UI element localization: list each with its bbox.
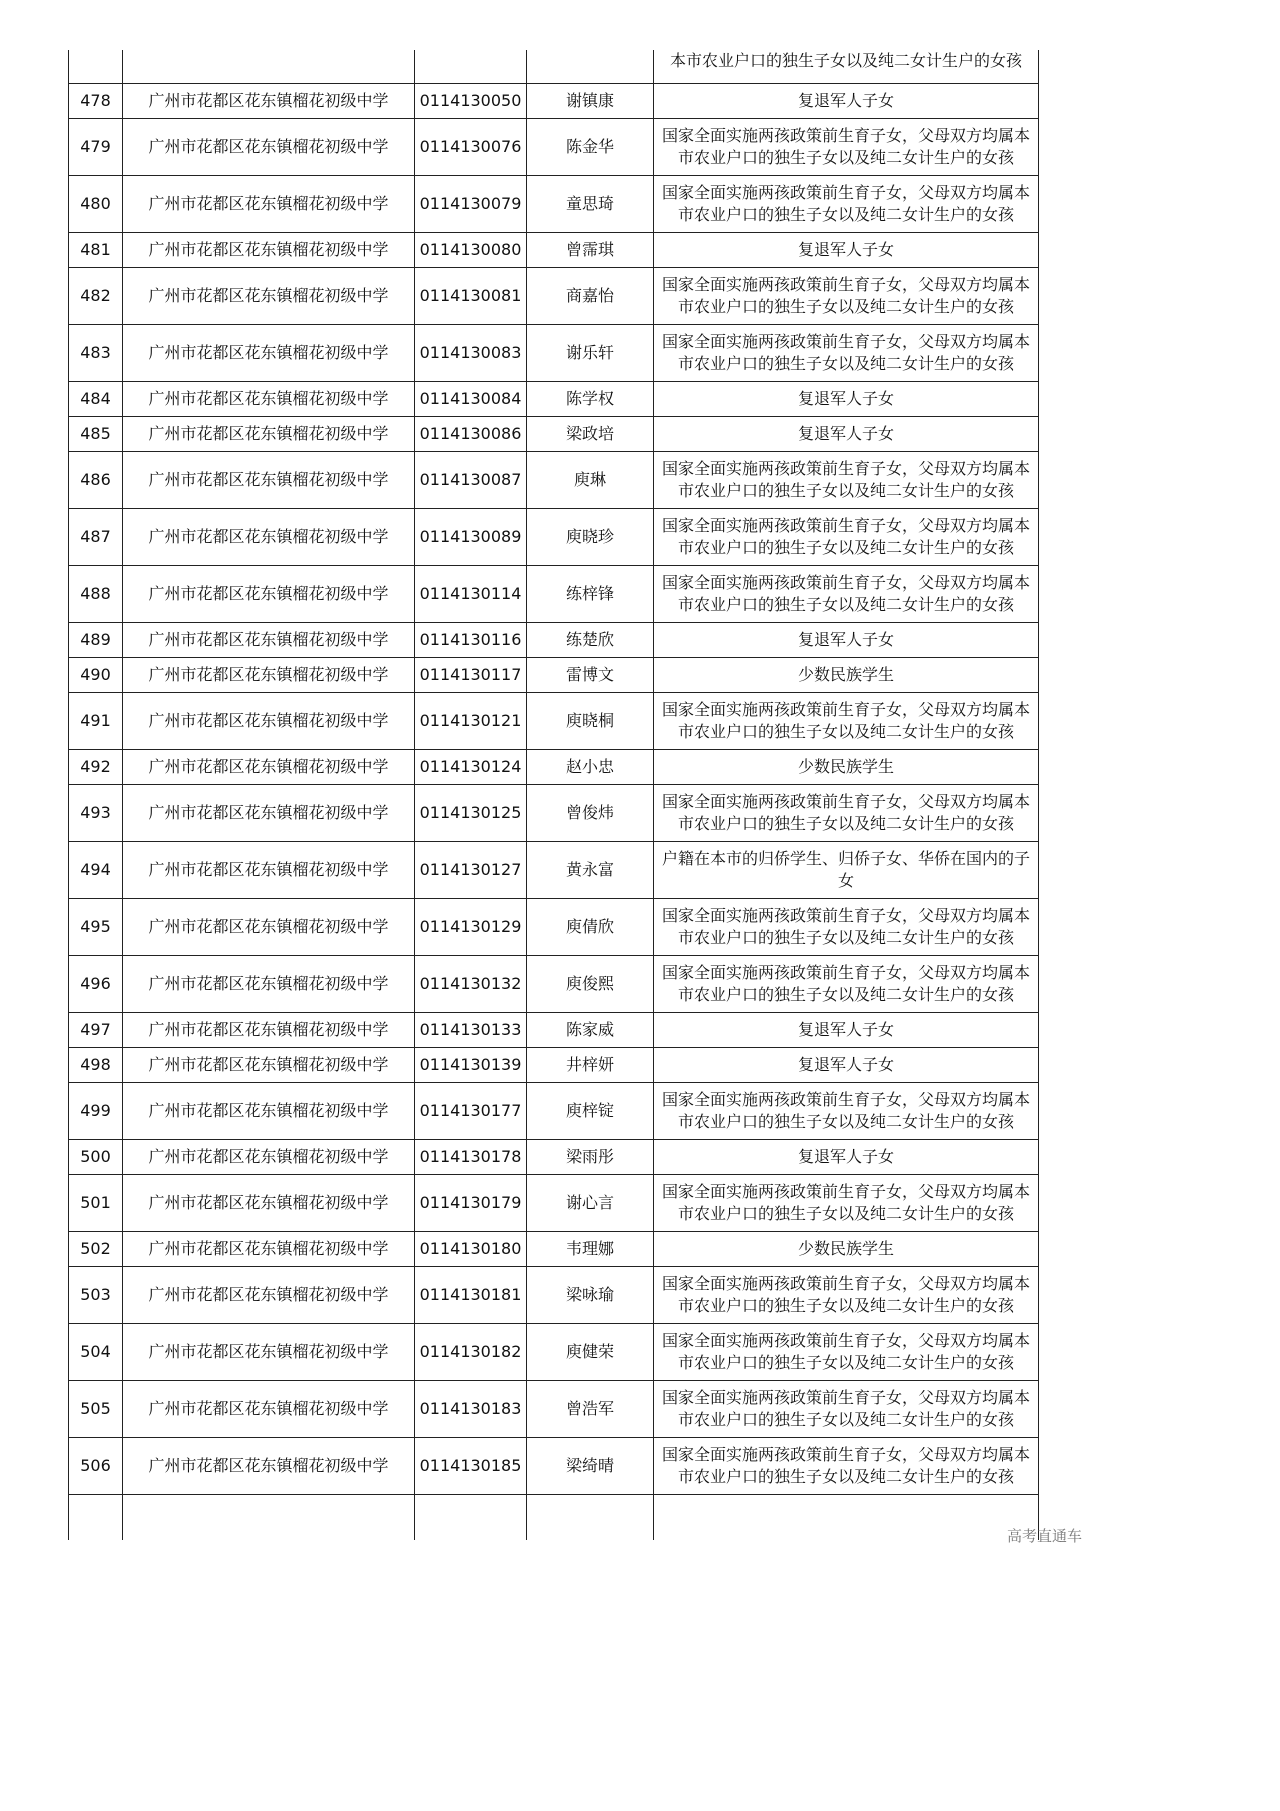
cell-name: 练楚欣: [527, 622, 654, 657]
cell-id: 0114130179: [415, 1174, 527, 1231]
cell-school: 广州市花都区花东镇榴花初级中学: [123, 841, 415, 898]
cell-name: 庾倩欣: [527, 898, 654, 955]
cell-no: [69, 50, 123, 83]
cell-no: 491: [69, 692, 123, 749]
cell-school: 广州市花都区花东镇榴花初级中学: [123, 1082, 415, 1139]
cell-name: 雷博文: [527, 657, 654, 692]
cell-reason: 复退军人子女: [654, 416, 1039, 451]
cell-no: 478: [69, 83, 123, 118]
cell-reason: 复退军人子女: [654, 381, 1039, 416]
empty-cell: [69, 1494, 123, 1540]
cell-no: 490: [69, 657, 123, 692]
cell-school: 广州市花都区花东镇榴花初级中学: [123, 1266, 415, 1323]
table-row: [69, 749, 1039, 784]
cell-reason: 国家全面实施两孩政策前生育子女，父母双方均属本市农业户口的独生子女以及纯二女计生户的女孩: [654, 898, 1039, 955]
cell-school: 广州市花都区花东镇榴花初级中学: [123, 83, 415, 118]
cell-school: 广州市花都区花东镇榴花初级中学: [123, 692, 415, 749]
cell-school: 广州市花都区花东镇榴花初级中学: [123, 784, 415, 841]
cell-name: 练梓锋: [527, 565, 654, 622]
cell-id: 0114130178: [415, 1139, 527, 1174]
cell-school: 广州市花都区花东镇榴花初级中学: [123, 416, 415, 451]
watermark: 高考直通车: [1006, 1527, 1082, 1545]
table-row: [69, 1174, 1039, 1231]
cell-name: 韦理娜: [527, 1231, 654, 1266]
cell-no: 505: [69, 1380, 123, 1437]
cell-no: 488: [69, 565, 123, 622]
cell-no: 502: [69, 1231, 123, 1266]
table-row: [69, 1380, 1039, 1437]
cell-name: 曾浩军: [527, 1380, 654, 1437]
cell-id: [415, 50, 527, 83]
cell-no: 496: [69, 955, 123, 1012]
cell-name: 曾霈琪: [527, 232, 654, 267]
cell-id: 0114130177: [415, 1082, 527, 1139]
cell-reason: 国家全面实施两孩政策前生育子女，父母双方均属本市农业户口的独生子女以及纯二女计生户的女孩: [654, 784, 1039, 841]
cell-school: 广州市花都区花东镇榴花初级中学: [123, 175, 415, 232]
cell-name: 庾健荣: [527, 1323, 654, 1380]
cell-reason: 复退军人子女: [654, 622, 1039, 657]
cell-id: 0114130132: [415, 955, 527, 1012]
cell-no: 492: [69, 749, 123, 784]
cell-no: 495: [69, 898, 123, 955]
cell-school: 广州市花都区花东镇榴花初级中学: [123, 1012, 415, 1047]
table-row: [69, 381, 1039, 416]
cell-name: 梁雨彤: [527, 1139, 654, 1174]
cell-id: 0114130117: [415, 657, 527, 692]
cell-name: 商嘉怡: [527, 267, 654, 324]
cell-school: 广州市花都区花东镇榴花初级中学: [123, 1437, 415, 1494]
cell-id: 0114130139: [415, 1047, 527, 1082]
cell-no: 486: [69, 451, 123, 508]
cell-no: 494: [69, 841, 123, 898]
cell-reason: 国家全面实施两孩政策前生育子女，父母双方均属本市农业户口的独生子女以及纯二女计生户的女孩: [654, 451, 1039, 508]
cell-name: 梁绮晴: [527, 1437, 654, 1494]
cell-no: 487: [69, 508, 123, 565]
cell-no: 483: [69, 324, 123, 381]
cell-reason: 国家全面实施两孩政策前生育子女，父母双方均属本市农业户口的独生子女以及纯二女计生户的女孩: [654, 1380, 1039, 1437]
cell-reason: 国家全面实施两孩政策前生育子女，父母双方均属本市农业户口的独生子女以及纯二女计生户的女孩: [654, 1082, 1039, 1139]
table-row: [69, 692, 1039, 749]
cell-school: 广州市花都区花东镇榴花初级中学: [123, 1047, 415, 1082]
cell-id: 0114130182: [415, 1323, 527, 1380]
cell-no: 506: [69, 1437, 123, 1494]
cell-no: 479: [69, 118, 123, 175]
cell-id: 0114130076: [415, 118, 527, 175]
empty-cell: [123, 1494, 415, 1540]
cell-id: 0114130180: [415, 1231, 527, 1266]
table-row: [69, 784, 1039, 841]
cell-no: 497: [69, 1012, 123, 1047]
cell-no: 484: [69, 381, 123, 416]
cell-school: 广州市花都区花东镇榴花初级中学: [123, 324, 415, 381]
cell-reason: 复退军人子女: [654, 1139, 1039, 1174]
table-row: [69, 1231, 1039, 1266]
cell-name: 庾琳: [527, 451, 654, 508]
cell-name: 谢心言: [527, 1174, 654, 1231]
cell-school: 广州市花都区花东镇榴花初级中学: [123, 622, 415, 657]
cell-name: 庾梓锭: [527, 1082, 654, 1139]
cell-school: 广州市花都区花东镇榴花初级中学: [123, 1231, 415, 1266]
cell-reason: 国家全面实施两孩政策前生育子女，父母双方均属本市农业户口的独生子女以及纯二女计生户的女孩: [654, 1437, 1039, 1494]
table-row: [69, 657, 1039, 692]
table-row: [69, 232, 1039, 267]
cell-name: 童思琦: [527, 175, 654, 232]
table-row: [69, 622, 1039, 657]
cell-reason: 复退军人子女: [654, 83, 1039, 118]
cell-reason: 户籍在本市的归侨学生、归侨子女、华侨在国内的子女: [654, 841, 1039, 898]
cell-id: 0114130080: [415, 232, 527, 267]
empty-cell: [527, 1494, 654, 1540]
cell-reason: 少数民族学生: [654, 657, 1039, 692]
table-row: [69, 1012, 1039, 1047]
cell-no: 499: [69, 1082, 123, 1139]
cell-name: 陈学权: [527, 381, 654, 416]
cell-name: 陈家威: [527, 1012, 654, 1047]
cell-no: 498: [69, 1047, 123, 1082]
cell-id: 0114130116: [415, 622, 527, 657]
cell-reason: 国家全面实施两孩政策前生育子女，父母双方均属本市农业户口的独生子女以及纯二女计生户的女孩: [654, 565, 1039, 622]
cell-reason: 少数民族学生: [654, 749, 1039, 784]
table-row: [69, 898, 1039, 955]
empty-cell: [415, 1494, 527, 1540]
continued-row-next: [69, 1494, 1039, 1540]
table-row: [69, 83, 1039, 118]
cell-no: 485: [69, 416, 123, 451]
table-row: [69, 118, 1039, 175]
cell-id: 0114130114: [415, 565, 527, 622]
cell-reason: 国家全面实施两孩政策前生育子女，父母双方均属本市农业户口的独生子女以及纯二女计生户的女孩: [654, 175, 1039, 232]
cell-school: 广州市花都区花东镇榴花初级中学: [123, 267, 415, 324]
cell-id: 0114130084: [415, 381, 527, 416]
cell-no: 489: [69, 622, 123, 657]
cell-id: 0114130086: [415, 416, 527, 451]
cell-id: 0114130125: [415, 784, 527, 841]
cell-school: 广州市花都区花东镇榴花初级中学: [123, 898, 415, 955]
table-row: [69, 175, 1039, 232]
cell-id: 0114130124: [415, 749, 527, 784]
cell-id: 0114130127: [415, 841, 527, 898]
cell-reason: 国家全面实施两孩政策前生育子女，父母双方均属本市农业户口的独生子女以及纯二女计生户的女孩: [654, 1323, 1039, 1380]
cell-school: 广州市花都区花东镇榴花初级中学: [123, 381, 415, 416]
cell-no: 504: [69, 1323, 123, 1380]
cell-school: 广州市花都区花东镇榴花初级中学: [123, 451, 415, 508]
cell-reason: 国家全面实施两孩政策前生育子女，父母双方均属本市农业户口的独生子女以及纯二女计生户的女孩: [654, 1174, 1039, 1231]
cell-reason: 少数民族学生: [654, 1231, 1039, 1266]
cell-id: 0114130183: [415, 1380, 527, 1437]
cell-school: 广州市花都区花东镇榴花初级中学: [123, 749, 415, 784]
table-row: [69, 416, 1039, 451]
cell-id: 0114130079: [415, 175, 527, 232]
cell-school: 广州市花都区花东镇榴花初级中学: [123, 1323, 415, 1380]
cell-school: 广州市花都区花东镇榴花初级中学: [123, 657, 415, 692]
table-row: [69, 1266, 1039, 1323]
cell-name: 井梓妍: [527, 1047, 654, 1082]
cell-id: 0114130081: [415, 267, 527, 324]
cell-name: 谢乐轩: [527, 324, 654, 381]
cell-id: 0114130133: [415, 1012, 527, 1047]
cell-reason: 复退军人子女: [654, 1047, 1039, 1082]
cell-name: 梁咏瑜: [527, 1266, 654, 1323]
cell-no: 482: [69, 267, 123, 324]
table-row: [69, 1047, 1039, 1082]
cell-name: 庾晓珍: [527, 508, 654, 565]
student-list-table: [68, 50, 1039, 1540]
table-row: [69, 1139, 1039, 1174]
table-row: [69, 324, 1039, 381]
table-row: [69, 451, 1039, 508]
cell-school: 广州市花都区花东镇榴花初级中学: [123, 955, 415, 1012]
cell-reason: 国家全面实施两孩政策前生育子女，父母双方均属本市农业户口的独生子女以及纯二女计生户的女孩: [654, 324, 1039, 381]
cell-no: 481: [69, 232, 123, 267]
continued-row: [69, 50, 1039, 83]
cell-name: 庾俊熙: [527, 955, 654, 1012]
cell-reason: 复退军人子女: [654, 232, 1039, 267]
cell-reason: 国家全面实施两孩政策前生育子女，父母双方均属本市农业户口的独生子女以及纯二女计生户的女孩: [654, 692, 1039, 749]
cell-school: 广州市花都区花东镇榴花初级中学: [123, 1380, 415, 1437]
table-body: [69, 50, 1039, 1540]
cell-id: 0114130083: [415, 324, 527, 381]
cell-name: 梁政培: [527, 416, 654, 451]
cell-id: 0114130121: [415, 692, 527, 749]
cell-reason: 国家全面实施两孩政策前生育子女，父母双方均属本市农业户口的独生子女以及纯二女计生户的女孩: [654, 955, 1039, 1012]
cell-school: 广州市花都区花东镇榴花初级中学: [123, 118, 415, 175]
cell-name: [527, 50, 654, 83]
cell-school: [123, 50, 415, 83]
cell-no: 493: [69, 784, 123, 841]
cell-id: 0114130089: [415, 508, 527, 565]
table-row: [69, 1437, 1039, 1494]
cell-name: 庾晓桐: [527, 692, 654, 749]
cell-name: 黄永富: [527, 841, 654, 898]
cell-reason: 国家全面实施两孩政策前生育子女，父母双方均属本市农业户口的独生子女以及纯二女计生户的女孩: [654, 118, 1039, 175]
cell-school: 广州市花都区花东镇榴花初级中学: [123, 565, 415, 622]
cell-school: 广州市花都区花东镇榴花初级中学: [123, 1139, 415, 1174]
cell-reason: 国家全面实施两孩政策前生育子女，父母双方均属本市农业户口的独生子女以及纯二女计生户的女孩: [654, 508, 1039, 565]
table-row: [69, 267, 1039, 324]
cell-no: 503: [69, 1266, 123, 1323]
empty-cell: [654, 1494, 1039, 1540]
cell-id: 0114130087: [415, 451, 527, 508]
table-row: [69, 955, 1039, 1012]
cell-name: 曾俊炜: [527, 784, 654, 841]
cell-reason: 复退军人子女: [654, 1012, 1039, 1047]
cell-no: 500: [69, 1139, 123, 1174]
cell-school: 广州市花都区花东镇榴花初级中学: [123, 1174, 415, 1231]
cell-school: 广州市花都区花东镇榴花初级中学: [123, 508, 415, 565]
cell-name: 赵小忠: [527, 749, 654, 784]
cell-id: 0114130185: [415, 1437, 527, 1494]
cell-name: 谢镇康: [527, 83, 654, 118]
cell-school: 广州市花都区花东镇榴花初级中学: [123, 232, 415, 267]
cell-id: 0114130181: [415, 1266, 527, 1323]
cell-reason: 国家全面实施两孩政策前生育子女，父母双方均属本市农业户口的独生子女以及纯二女计生户的女孩: [654, 1266, 1039, 1323]
cell-name: 陈金华: [527, 118, 654, 175]
cell-reason: 国家全面实施两孩政策前生育子女，父母双方均属本市农业户口的独生子女以及纯二女计生户的女孩: [654, 267, 1039, 324]
cell-id: 0114130129: [415, 898, 527, 955]
cell-id: 0114130050: [415, 83, 527, 118]
table-row: [69, 841, 1039, 898]
table-row: [69, 1323, 1039, 1380]
cell-reason: 本市农业户口的独生子女以及纯二女计生户的女孩: [654, 50, 1039, 83]
cell-no: 480: [69, 175, 123, 232]
table-row: [69, 565, 1039, 622]
table-row: [69, 508, 1039, 565]
cell-no: 501: [69, 1174, 123, 1231]
table-row: [69, 1082, 1039, 1139]
